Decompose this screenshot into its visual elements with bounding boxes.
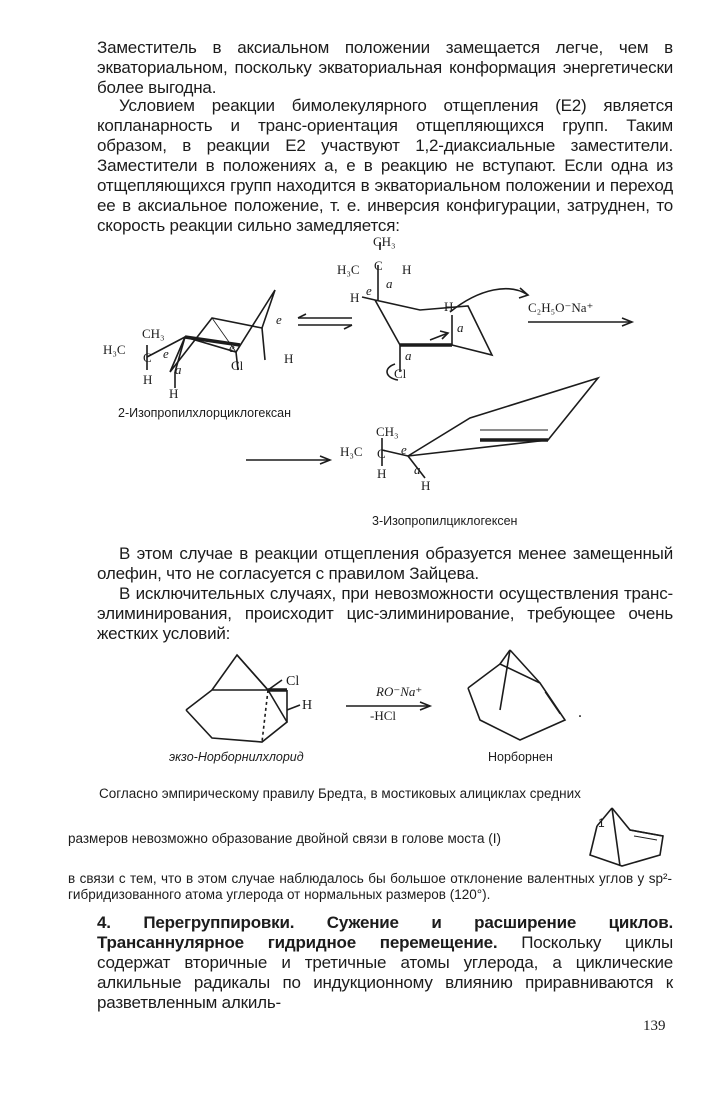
label-h3c: H₃C <box>337 262 360 277</box>
page-number: 139 <box>643 1018 666 1034</box>
caption-product: 3-Изопропилциклогексен <box>372 514 518 528</box>
label-cl: Cl <box>286 674 300 689</box>
label-pos-e: e <box>401 442 407 457</box>
period: . <box>578 704 582 721</box>
label-pos-e: e <box>229 340 235 355</box>
bredt-line-2: размеров невозможно образование двойной связи в голове моста (I) <box>68 831 502 846</box>
reagent-bottom: -HCl <box>370 708 396 723</box>
label-pos-a: a <box>386 276 393 291</box>
label-cl: Cl <box>394 366 407 381</box>
label-pos-e: e <box>276 312 282 327</box>
label-h3c: H₃C <box>103 342 126 357</box>
label-ch3: CH₃ <box>376 424 399 439</box>
label-pos-a: a <box>457 320 464 335</box>
paragraph-zaitsev: В этом случае в реакции отщепления образуется менее замещенный олефин, что не согласуется с правилом Зайцева. <box>97 544 673 583</box>
label-pos-a: a <box>405 348 412 363</box>
paragraph-axial-substitution: Заместитель в аксиальном положении замещается легче, чем в экваториальном, поскольку экваториальная конформация энергетически более выгодна. <box>97 38 673 97</box>
reagent-top: RO⁻Na⁺ <box>376 684 423 699</box>
bredt-structure-label: 1 <box>598 816 605 830</box>
caption-norbornyl-chloride: экзо-Норборнилхлорид <box>169 750 304 764</box>
caption-norbornene: Норборнен <box>488 750 553 764</box>
label-pos-e: e <box>163 346 169 361</box>
label-h: H <box>402 262 412 277</box>
section-rearrangements <box>97 913 673 1013</box>
label-h: H <box>143 372 153 387</box>
label-c: C <box>374 258 383 273</box>
label-h: H <box>350 290 360 305</box>
section-heading: 4. Перегруппировки. Сужение и расширение циклов. Трансаннулярное гидридное перемещение. <box>97 913 673 952</box>
label-c: C <box>143 350 152 365</box>
label-c: C <box>377 446 386 461</box>
label-ch3: CH₃ <box>373 234 396 249</box>
label-h: H <box>302 698 313 713</box>
bredt-explanation: в связи с тем, что в этом случае наблюдалось бы большое отклонение валентных углов у sp²- гибридизованного атома углерода от нормальных размеров (120°). <box>68 871 672 902</box>
label-h: H <box>169 386 179 401</box>
label-pos-a: a <box>175 362 182 377</box>
label-ch3: CH₃ <box>142 326 165 341</box>
reagent-label: C₂H₅O⁻Na⁺ <box>528 300 594 315</box>
section-body: Поскольку циклы содержат вторичные и третичные атомы углерода, а циклические алкильные радикалы по индукционному влиянию приравниваются к разветвленным алкиль- <box>97 933 673 1012</box>
caption-reactant: 2-Изопропилхлорциклогексан <box>118 406 292 420</box>
bredt-line-1: Согласно эмпирическому правилу Бредта, в мостиковых алициклах средних <box>99 786 581 801</box>
paragraph-e2-conditions: Условием реакции бимолекулярного отщепления (E2) является копланарность и транс-ориентация отщепляющихся групп. Таким образом, в реакции E2 участвуют 1,2-диаксиальные заместители. Заместители в положениях a, e в реакцию не вступают. Если одна из отщепляющихся групп находится в экваториальном положении и переход ее в аксиальное положение, т. е. инверсия конфигурации, затруднен, то скорость реакции сильно замедляется: <box>97 96 673 235</box>
label-pos-a: a <box>414 462 421 477</box>
label-h: H <box>421 478 431 493</box>
label-cl: Cl <box>231 358 244 373</box>
label-h: H <box>377 466 387 481</box>
label-h: H <box>284 351 294 366</box>
label-pos-e: e <box>366 283 372 298</box>
label-h3c: H₃C <box>340 444 363 459</box>
paragraph-cis-elimination: В исключительных случаях, при невозможности осуществления транс-элиминирования, происходит цис-элиминирование, требующее очень жестких условий: <box>97 584 673 643</box>
label-h: H <box>444 299 454 314</box>
